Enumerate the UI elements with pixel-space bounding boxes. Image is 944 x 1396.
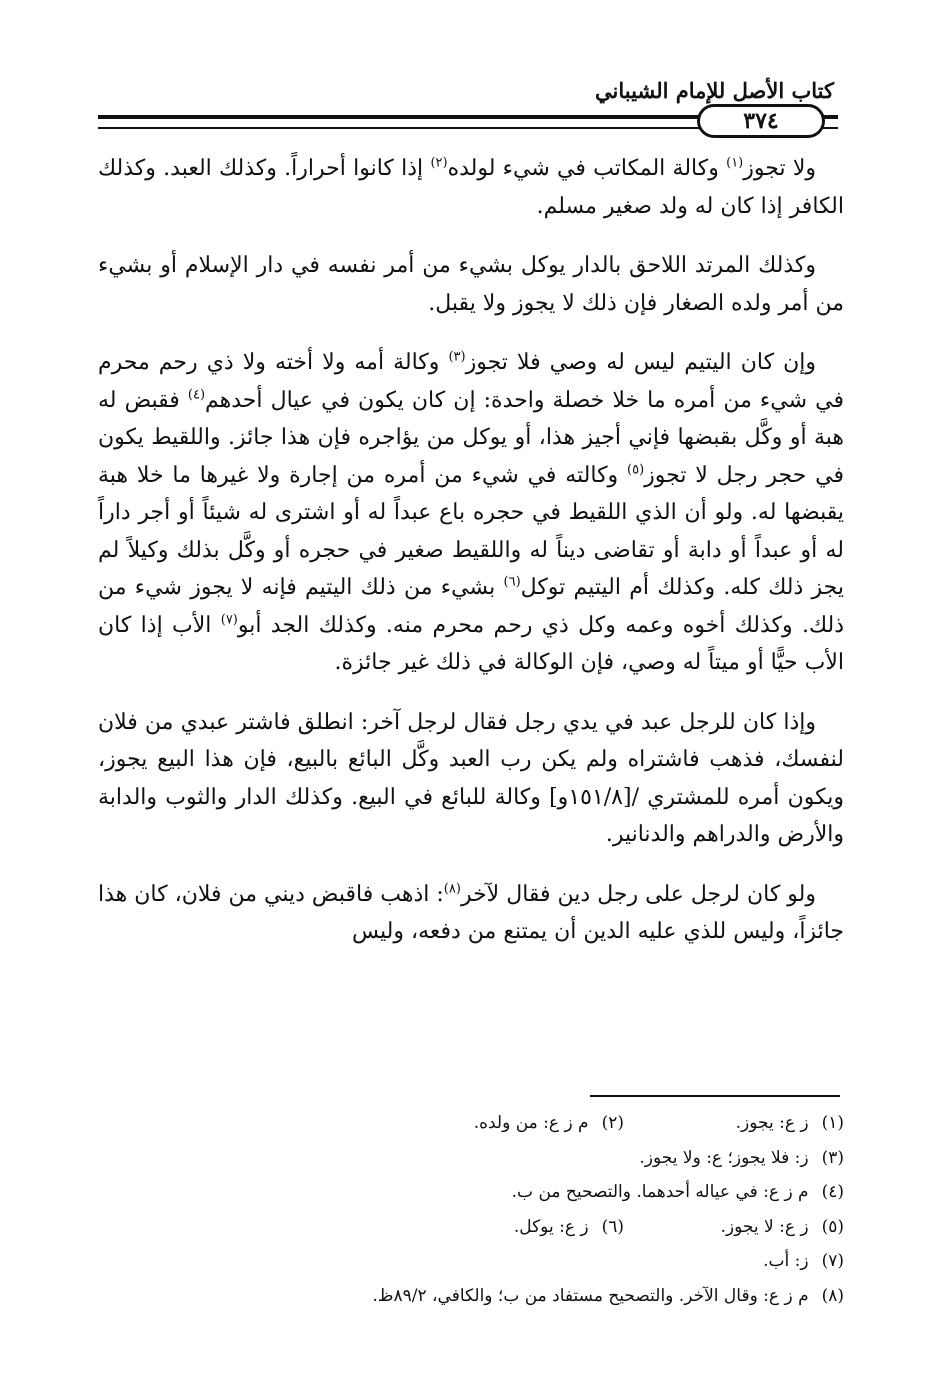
footnote-ref-8: (٨)	[443, 881, 461, 897]
text-span: ولا تجوز	[743, 156, 816, 181]
footnote-number: (٣)	[821, 1147, 844, 1168]
footnote-number: (١)	[821, 1113, 844, 1133]
footnote-number: (٢)	[601, 1113, 624, 1133]
text-span: إذا كانوا أحراراً. وكذلك العبد. وكذلك الكافر إذا كان له ولد صغير مسلم.	[98, 156, 844, 219]
paragraph-3	[98, 344, 844, 682]
text-span: وكذلك المرتد اللاحق بالدار يوكل بشيء من أمر نفسه في دار الإسلام أو بشيء من أمر ولده الصغار فإن ذلك لا يجوز ولا يقبل.	[98, 253, 844, 316]
footnote-6	[514, 1210, 624, 1245]
footnote-text: ز: أب.	[763, 1251, 809, 1271]
footnote-row	[230, 1175, 844, 1210]
footnote-text: ز ع: يوكل.	[513, 1216, 589, 1237]
footnote-row	[230, 1141, 844, 1176]
footnote-row	[230, 1279, 844, 1314]
footnote-text: ز ع: يجوز.	[735, 1113, 809, 1133]
footnote-ref-7: (٧)	[220, 612, 238, 628]
text-span: الأب إذا كان الأب حيًّا أو ميتاً له وصي، فإن الوكالة في ذلك غير جائزة.	[98, 612, 844, 675]
footnote-3	[639, 1141, 844, 1176]
footnote-8	[372, 1279, 844, 1314]
footnote-ref-2: (٢)	[430, 155, 448, 171]
paragraph-2	[98, 247, 844, 322]
footnote-7	[763, 1244, 844, 1279]
footnote-5	[624, 1210, 844, 1245]
footnote-ref-6: (٦)	[503, 574, 521, 590]
footnote-row	[230, 1244, 844, 1279]
footnote-text: م ز ع: من ولده.	[473, 1113, 589, 1133]
text-span: ولو كان لرجل على رجل دين فقال لآخر	[460, 881, 816, 907]
paragraph-5	[98, 876, 844, 951]
text-span: وكالة المكاتب في شيء لولده	[447, 156, 727, 181]
text-span: وكالة أمه ولا أخته ولا ذي رحم محرم في شيء من أمره ما خلا خصلة واحدة: إن كان يكون في عيال أحدهم	[98, 350, 844, 413]
footnote-number: (٦)	[601, 1216, 624, 1237]
footnote-ref-5: (٥)	[627, 462, 645, 478]
page-number-text: ٣٧٤	[743, 108, 779, 134]
text-span: بشيء من ذلك اليتيم فإنه لا يجوز شيء من ذلك. وكذلك أخوه وعمه وكل ذي رحم محرم منه. وكذلك الجد أبو	[98, 575, 844, 638]
main-text	[98, 150, 844, 973]
footnote-text: م ز ع: وقال الآخر. والتصحيح مستفاد من ب؛ والكافي، ٨٩/٢ظ.	[372, 1285, 809, 1306]
running-title: كتاب الأصل للإمام الشيباني	[595, 78, 834, 103]
footnote-number: (٧)	[821, 1251, 844, 1271]
footnote-text: ز: فلا يجوز؛ ع: ولا يجوز.	[639, 1147, 809, 1168]
footnote-ref-1: (١)	[726, 155, 744, 171]
footnote-row	[230, 1210, 844, 1245]
footnote-2	[474, 1106, 624, 1141]
text-span: وكالته في شيء من أمره من إجارة ولا غيرها ما خلا هبة يقبضها له. ولو أن الذي اللقيط في حجره باع عبداً له أو اشترى له شيئاً أو أجر داراً له أو عبداً أو دابة أو تقاضى ديناً له واللقيط صغير في حجره أو وكَّل بذلك وكيلاً لم يجز ذلك كله. وكذلك أم اليتيم توكل	[98, 462, 844, 600]
footnote-text: ز ع: لا يجوز.	[720, 1216, 809, 1237]
paragraph-4	[98, 704, 844, 854]
footnote-number: (٤)	[821, 1182, 844, 1202]
footnote-number: (٨)	[821, 1285, 844, 1306]
footnotes	[230, 1106, 844, 1313]
paragraph-1	[98, 150, 844, 225]
footnote-row	[230, 1106, 844, 1141]
footnote-ref-4: (٤)	[187, 387, 206, 403]
text-span: فقبض له هبة أو وكَّل بقبضها فإني أجيز هذا، أو يوكل من يؤاجره فإن هذا جائز. واللقيط يكون في حجر رجل لا تجوز	[98, 387, 844, 488]
text-span: : اذهب فاقبض ديني من فلان، كان هذا جائزاً، وليس للذي عليه الدين أن يمتنع من دفعه، وليس	[98, 881, 844, 944]
footnote-4	[512, 1175, 844, 1210]
text-span: وإن كان اليتيم ليس له وصي فلا تجوز	[465, 350, 816, 375]
page-number	[697, 104, 825, 138]
footnote-ref-3: (٣)	[448, 349, 466, 365]
footnote-number: (٥)	[821, 1216, 844, 1237]
text-span: وإذا كان للرجل عبد في يدي رجل فقال لرجل آخر: انطلق فاشتر عبدي من فلان لنفسك، فذهب فاشتراه ولم يكن رب العبد وكَّل البائع بالبيع، فإن هذا البيع يجوز، ويكون أمره للمشتري /[١٥١/٨و] وكالة للبائع في البيع. وكذلك الدار والثوب والدابة والأرض والدراهم والدنانير.	[98, 709, 844, 847]
footnote-1	[624, 1106, 844, 1141]
footnote-text: م ز ع: في عياله أحدهما. والتصحيح من ب.	[511, 1182, 809, 1202]
footnote-separator	[590, 1095, 840, 1097]
